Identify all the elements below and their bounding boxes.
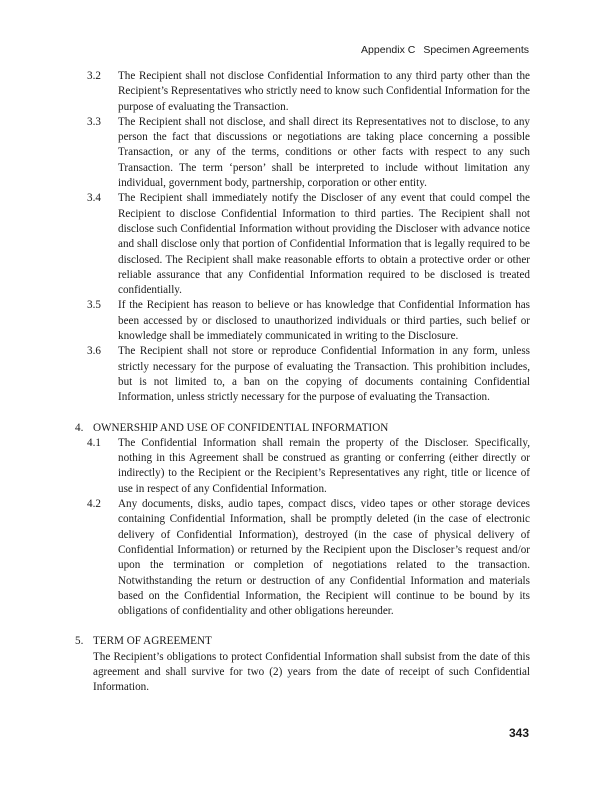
clause-text: The Recipient shall not disclose Confidential Information to any third party other than the Recipient’s Representatives who strictly need to know such Confidential Information for the purpose of evaluating the Transaction. xyxy=(118,70,530,113)
clause-text: The Recipient shall immediately notify the Discloser of any event that could compel the Recipient to disclose Confidential Information to third parties. The Recipient shall not disclose such Confidential Information without providing the Discloser with advance notice and shall disclose only that portion of Confidential Information that is legally required to be disclosed. The Recipient shall make reasonable efforts to obtain a protective order or other reliable assurance that any Confidential Information required to be disclosed is treated confidentially. xyxy=(118,192,530,297)
document-body xyxy=(75,69,530,696)
section-body-text: The Recipient’s obligations to protect Confidential Information shall subsist from the date of this agreement and shall survive for two (2) years from the date of receipt of such Confidential Information. xyxy=(93,650,530,694)
clause-text: The Recipient shall not disclose, and shall direct its Representatives not to disclose, to any person the fact that discussions or negotiations are taking place concerning a possible Transaction, or any of the terms, conditions or other facts with respect to any such Transaction. The term ‘person’ shall be interpreted to include without limitation any individual, government body, partnership, corporation or other entity. xyxy=(118,115,530,190)
clause-4-2 xyxy=(87,497,530,619)
section-heading xyxy=(75,421,530,436)
running-header xyxy=(361,44,529,56)
clause-3-4 xyxy=(87,191,530,298)
section-title: OWNERSHIP AND USE OF CONFIDENTIAL INFORMATION xyxy=(93,421,389,434)
clause-3-2 xyxy=(87,69,530,115)
header-title: Specimen Agreements xyxy=(423,44,529,56)
clause-text: Any documents, disks, audio tapes, compact discs, video tapes or other storage devices containing Confidential Information, shall be promptly deleted (in the case of electronic delivery of Confidential Information), destroyed (in the case of physical delivery of Confidential Information) or returned by the Recipient upon the Discloser’s request and/or upon the termination or completion of negotiations related to the transaction. Notwithstanding the return or destruction of any Confidential Information and materials based on the Confidential Information, the Recipient will continue to be bound by its obligations of confidentiality and other obligations hereunder. xyxy=(118,498,530,618)
clause-number: 3.5 xyxy=(87,299,101,312)
clause-4-1 xyxy=(87,436,530,497)
page-number: 343 xyxy=(508,726,529,740)
section-number: 4. xyxy=(75,421,84,434)
clause-3-3 xyxy=(87,115,530,191)
clause-text: The Recipient shall not store or reproduce Confidential Information in any form, unless strictly necessary for the purpose of evaluating the Transaction. This prohibition includes, but is not limited to, a ban on the copying of documents containing Confidential Information, unless strictly necessary for the purpose of evaluating the Transaction. xyxy=(118,345,530,404)
clause-number: 4.1 xyxy=(87,436,101,449)
section-number: 5. xyxy=(75,635,84,648)
clause-text: If the Recipient has reason to believe or has knowledge that Confidential Information has been accessed by or disclosed to unauthorized individuals or third parties, such belief or knowledge shall be immediately communicated in writing to the Disclosure. xyxy=(118,299,530,343)
clause-number: 3.2 xyxy=(87,70,101,82)
section-title: TERM OF AGREEMENT xyxy=(93,635,212,648)
clause-number: 4.2 xyxy=(87,498,101,511)
section-5 xyxy=(75,634,530,695)
clause-3-5 xyxy=(87,298,530,344)
section-heading xyxy=(75,634,530,649)
header-appendix: Appendix C xyxy=(361,44,416,56)
clause-number: 3.3 xyxy=(87,115,101,128)
clause-3-6 xyxy=(87,344,530,405)
clause-number: 3.6 xyxy=(87,345,101,358)
section-4 xyxy=(75,421,530,620)
clause-text: The Confidential Information shall remain the property of the Discloser. Specifically, nothing in this Agreement shall be construed as granting or conferring (either directly or indirectly) to the Recipient or the Recipient’s Representatives any right, title or licence of use in respect of any Confidential Information. xyxy=(118,436,530,495)
clause-number: 3.4 xyxy=(87,192,101,205)
